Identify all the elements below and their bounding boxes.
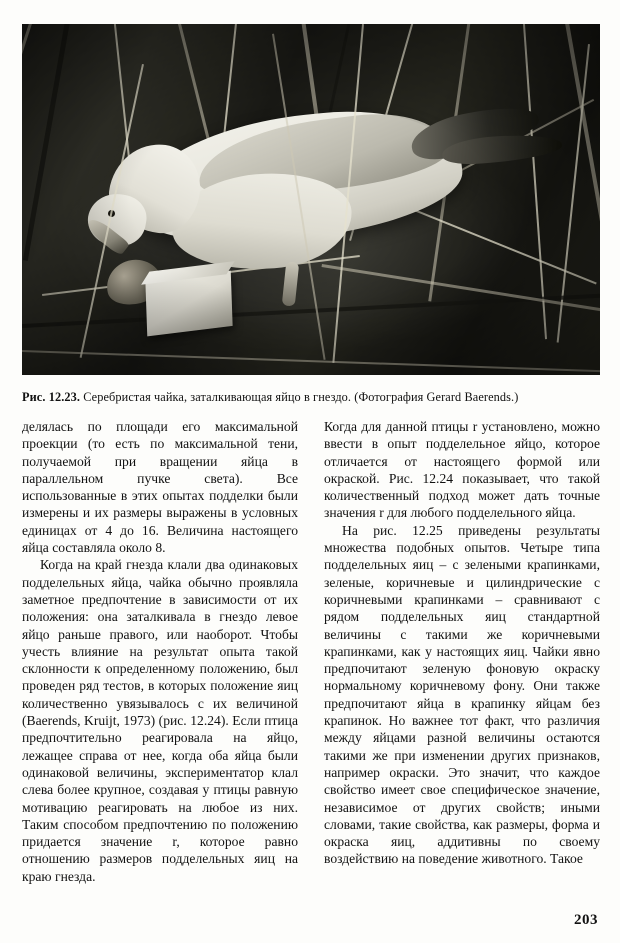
paragraph: Когда на край гнезда клали два одинаковых подделельных яйца, чайка обычно проявляла заметное предпочтение в зависимости от их положения: она заталкивала в гнездо левое яйцо раньше правого, или наоборот. Чтобы учесть влияние на результат опыта такой склонности к определенному положению, был проведен ряд тестов, в которых положение яиц количественно увязывалось с их величиной (Baerends, Kruijt, 1973) (рис. 12.24). Если птица предпочтительно реагировала на яйцо, лежащее справа от нее, когда оба яйца были одинаковой величины, экспериментатор клал слева более крупное, создавая у птицы равную мотивацию реагировать на любое из них. Таким способом предпочтению по положению придается значение r, которое равно отношению размеров подделельных яиц на краю гнезда.: [22, 557, 298, 884]
figure-caption-text: Серебристая чайка, заталкивающая яйцо в гнездо. (Фотография Gerard Baerends.): [80, 390, 519, 404]
figure-caption: [22, 390, 602, 404]
body-columns: [22, 418, 600, 908]
paragraph: На рис. 12.25 приведены результаты множества подобных опытов. Четыре типа подделельных яиц – с зелеными крапинками, зеленые, коричневые и цилиндрические с коричневыми крапинками – сравнивают с рядом подделельных яиц стандартной величины с такими же коричневыми крапинками, как у настоящих яиц. Чайки явно предпочитают зеленую фоновую окраску нормальному коричневому фону. Они также предпочитают яйца в крапинку яйцам без крапинок. Но важнее тот факт, что различия между яйцами разной величины остаются такими же при изменении других признаков, например окраски. Это значит, что каждое свойство имеет свое специфическое значение, независимое от других свойств; иными словами, такие свойства, как размеры, форма и окраска яиц, аддитивны по своему воздействию на поведение животного. Такое: [324, 522, 600, 867]
dummy-egg-block: [145, 271, 232, 337]
paragraph: делялась по площади его максимальной проекции (то есть по максимальной тени, получаемой при вращении яйца в параллельном пучке света). Все использованные в этих опытах подделки были измерены и их размеры выражены в условных единицах от 4 до 16. Величина настоящего яйца составляла около 8.: [22, 419, 298, 556]
paragraph: Когда для данной птицы r установлено, можно ввести в опыт подделельное яйцо, которое отличается от настоящего формой или окраской. Рис. 12.24 показывает, что такой количественный подход может дать точные значения r для любого подделельного яйца.: [324, 419, 600, 521]
column-right: [324, 418, 600, 908]
page-number: 203: [574, 912, 598, 928]
column-left: [22, 418, 298, 908]
figure-caption-label: Рис. 12.23.: [22, 390, 81, 404]
figure-photograph: [22, 24, 600, 375]
